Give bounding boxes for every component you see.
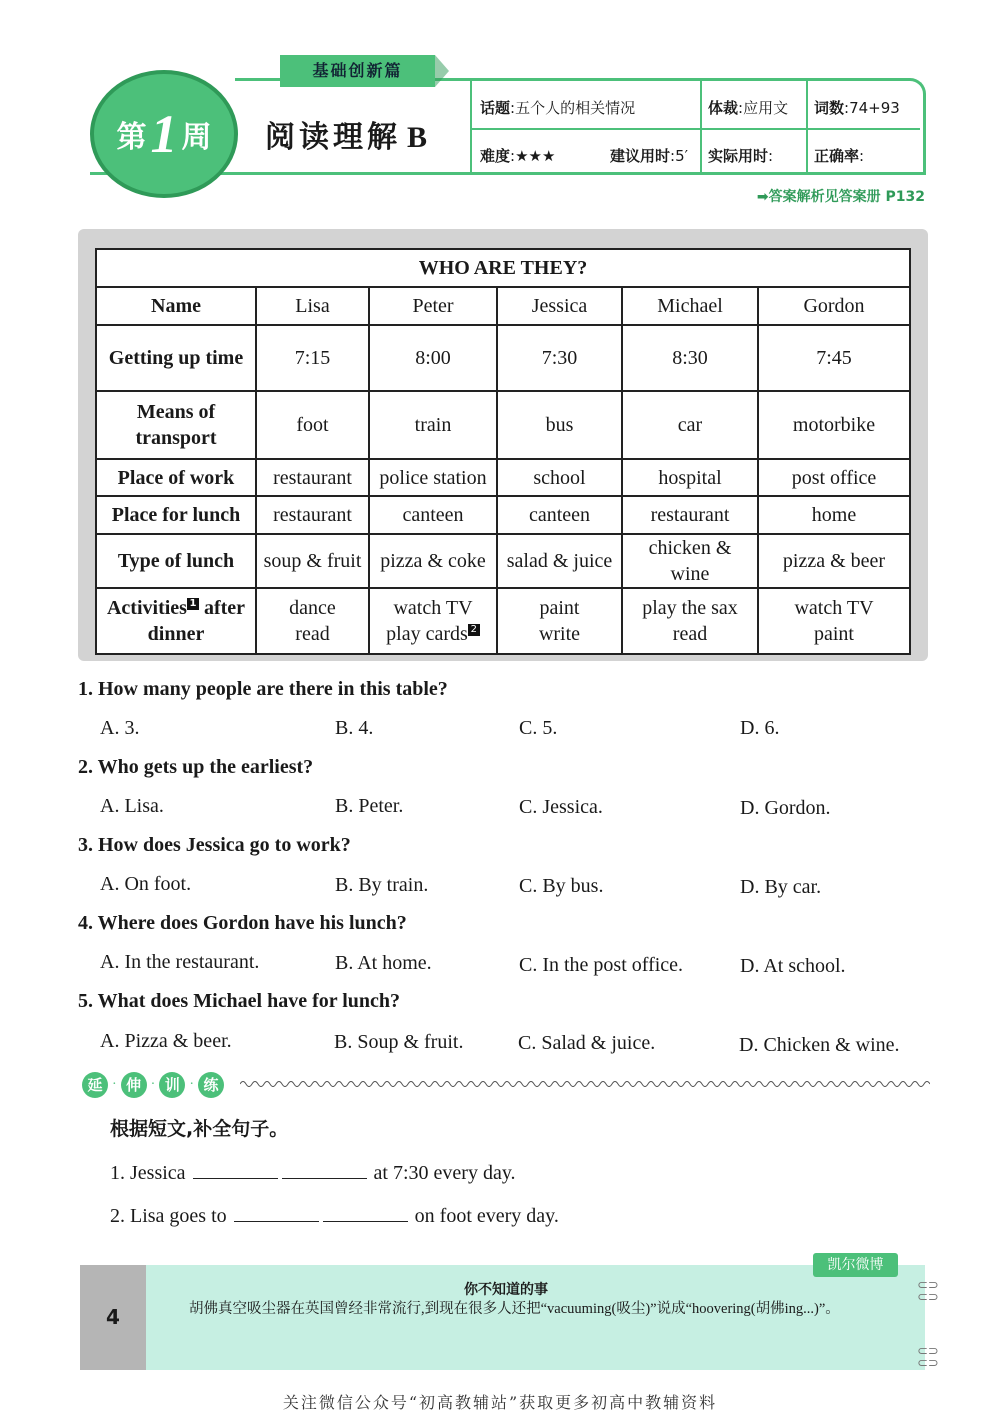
answer-blank[interactable] (193, 1158, 278, 1179)
table-cell: home (758, 496, 910, 534)
row-header: Name (96, 287, 256, 325)
info-divider (806, 80, 808, 172)
title-letter: B (407, 121, 428, 154)
answer-reference: ➡答案解析见答案册 P132 (756, 189, 925, 205)
title-text: 阅读理解 (265, 120, 401, 155)
table-cell: 8:00 (369, 325, 497, 391)
table-caption: WHO ARE THEY? (96, 249, 910, 287)
table-cell: 7:30 (497, 325, 622, 391)
option-c[interactable]: C. Salad & juice. (518, 1032, 656, 1054)
week-suffix: 周 (181, 120, 212, 155)
week-prefix: 第 (116, 120, 147, 155)
page-number: 4 (80, 1265, 146, 1370)
option-c[interactable]: C. In the post office. (519, 954, 684, 976)
table-cell: restaurant (256, 496, 369, 534)
word-count-field: 词数:74+93 (814, 99, 900, 117)
tag-fold-decoration (435, 55, 449, 87)
table-cell: police station (369, 459, 497, 496)
row-header: Type of lunch (96, 534, 256, 588)
table-cell: play the sax read (622, 588, 758, 654)
table-cell: dance read (256, 588, 369, 654)
title-char: 伸 (121, 1072, 147, 1098)
table-cell: Gordon (758, 287, 910, 325)
topic-field: 话题:五个人的相关情况 (480, 99, 636, 117)
row-header: Activities $^1$ after dinner (96, 588, 256, 654)
option-d[interactable]: D. Gordon. (740, 797, 831, 819)
option-c[interactable]: C. 5. (519, 717, 558, 739)
table-cell: Lisa (256, 287, 369, 325)
table-cell: pizza & coke (369, 534, 497, 588)
who-are-they-table (95, 248, 911, 655)
table-cell: canteen (497, 496, 622, 534)
info-divider (470, 80, 472, 172)
option-a[interactable]: A. Lisa. (100, 795, 164, 817)
table-cell: salad & juice (497, 534, 622, 588)
binder-ring-icon: ⊂⊃ ⊂⊃ (917, 1344, 939, 1371)
option-d[interactable]: D. By car. (740, 876, 822, 898)
actual-time-field: 实际用时: (708, 147, 774, 165)
row-header: Getting up time (96, 325, 256, 391)
table-row (96, 325, 910, 391)
table-cell: motorbike (758, 391, 910, 459)
extension-title: 延 · 伸 · 训 · 练 (82, 1072, 224, 1098)
trivia-title: 你不知道的事 (464, 1282, 548, 1298)
table-row (96, 496, 910, 534)
option-d[interactable]: D. Chicken & wine. (739, 1034, 900, 1056)
footnote-marker: 1 (187, 598, 199, 610)
suggested-time-field: 建议用时:5′ (610, 147, 689, 165)
binder-ring-icon: ⊂⊃ ⊂⊃ (917, 1278, 939, 1305)
table-cell: 8:30 (622, 325, 758, 391)
footnote-marker: 2 (468, 624, 480, 636)
genre-field: 体裁:应用文 (708, 99, 789, 117)
answer-blank[interactable] (234, 1201, 319, 1222)
table-cell: foot (256, 391, 369, 459)
table-cell: restaurant (622, 496, 758, 534)
title-char: 延 (82, 1072, 108, 1098)
table-cell: paint write (497, 588, 622, 654)
option-c[interactable]: C. Jessica. (519, 796, 603, 818)
table-row (96, 588, 910, 654)
table-cell: pizza & beer (758, 534, 910, 588)
table-cell: watch TV play cards $^2$ (369, 588, 497, 654)
info-divider (470, 128, 920, 130)
table-cell: Michael (622, 287, 758, 325)
table-cell: watch TV paint (758, 588, 910, 654)
sentence-2: 2. Lisa goes to on foot every day. (110, 1201, 559, 1228)
week-number: 1 (150, 104, 178, 164)
table-row (96, 287, 910, 325)
week-badge (90, 70, 238, 198)
table-cell: Jessica (497, 287, 622, 325)
table-cell: post office (758, 459, 910, 496)
sentence-1: 1. Jessica at 7:30 every day. (110, 1158, 516, 1185)
table-cell: school (497, 459, 622, 496)
bottom-note: 关注微信公众号“初高教辅站”获取更多初高中教辅资料 (282, 1393, 718, 1412)
difficulty-field: 难度:★★★ (480, 147, 556, 165)
row-header: Place of work (96, 459, 256, 496)
row-header: Means of transport (96, 391, 256, 459)
answer-blank[interactable] (323, 1201, 408, 1222)
option-b[interactable]: B. By train. (335, 874, 429, 896)
option-a[interactable]: A. 3. (100, 717, 140, 739)
page-title (265, 112, 427, 156)
trivia-text: 胡佛真空吸尘器在英国曾经非常流行,到现在很多人还把“vacuuming(吸尘)”说成“hoovering(胡佛ing...)”。 (189, 1301, 840, 1317)
question-2: 2. Who gets up the earliest? (78, 756, 314, 778)
table-row (96, 459, 910, 496)
table-cell: car (622, 391, 758, 459)
table-cell: 7:45 (758, 325, 910, 391)
option-d[interactable]: D. At school. (740, 955, 846, 977)
arrow-right-icon: ➡ (756, 189, 769, 205)
option-a[interactable]: A. In the restaurant. (100, 951, 260, 973)
table-cell: hospital (622, 459, 758, 496)
answer-blank[interactable] (282, 1158, 367, 1179)
title-char: 训 (159, 1072, 185, 1098)
table-row (96, 391, 910, 459)
question-4: 4. Where does Gordon have his lunch? (78, 912, 407, 934)
title-char: 练 (198, 1072, 224, 1098)
table-cell: canteen (369, 496, 497, 534)
info-divider (700, 80, 702, 172)
question-5: 5. What does Michael have for lunch? (78, 990, 401, 1012)
option-d[interactable]: D. 6. (740, 717, 780, 739)
table-row (96, 534, 910, 588)
table-cell: Peter (369, 287, 497, 325)
option-b[interactable]: B. 4. (335, 717, 374, 739)
option-c[interactable]: C. By bus. (519, 875, 604, 897)
option-b[interactable]: B. Soup & fruit. (334, 1031, 464, 1053)
extension-instruction: 根据短文,补全句子。 (110, 1118, 289, 1140)
row-header: Place for lunch (96, 496, 256, 534)
weibo-badge: 凯尔微博 (813, 1253, 898, 1277)
category-tag: 基础创新篇 (280, 55, 435, 87)
accuracy-field: 正确率: (814, 147, 865, 165)
table-cell: 7:15 (256, 325, 369, 391)
table-cell: train (369, 391, 497, 459)
option-b[interactable]: B. Peter. (335, 795, 404, 817)
question-3: 3. How does Jessica go to work? (78, 834, 351, 856)
table-cell: chicken & wine (622, 534, 758, 588)
table-cell: bus (497, 391, 622, 459)
option-a[interactable]: A. On foot. (100, 873, 192, 895)
option-b[interactable]: B. At home. (335, 952, 432, 974)
option-a[interactable]: A. Pizza & beer. (100, 1030, 232, 1052)
table-cell: restaurant (256, 459, 369, 496)
wavy-divider (240, 1078, 930, 1090)
question-1: 1. How many people are there in this table? (78, 678, 448, 700)
table-cell: soup & fruit (256, 534, 369, 588)
